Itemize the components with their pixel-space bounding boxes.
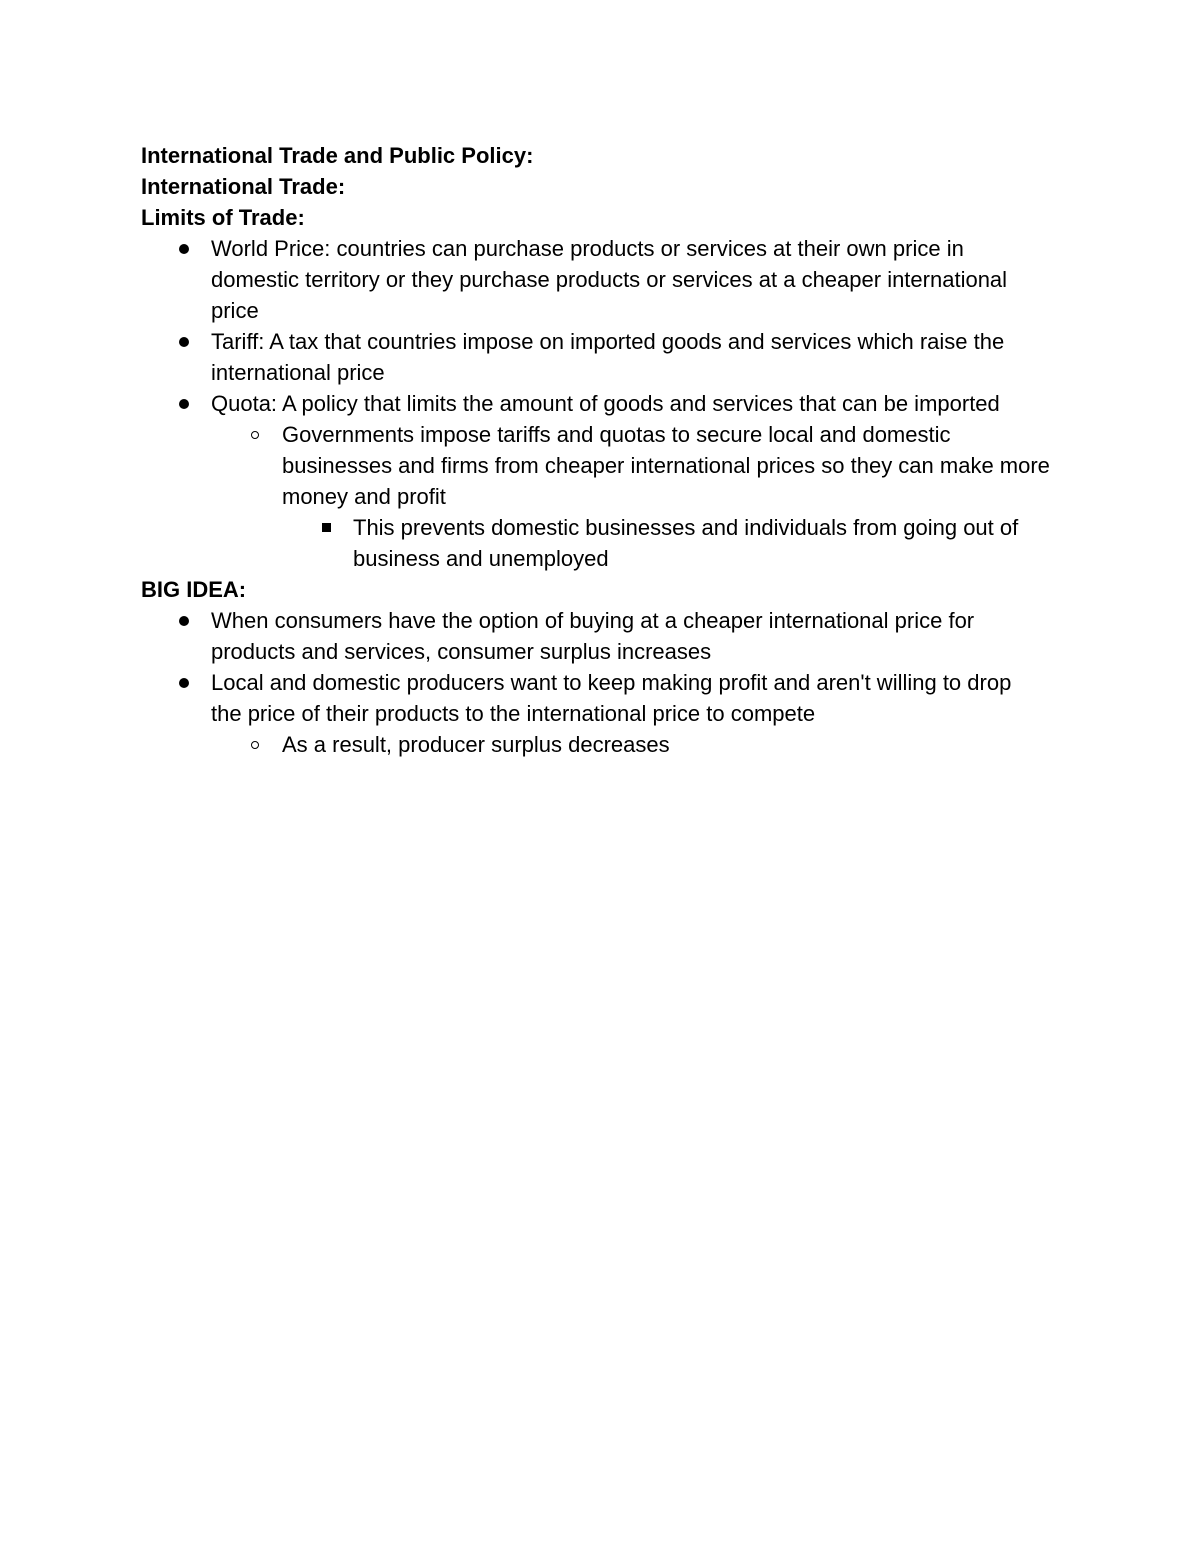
hollow-circle-bullet-icon — [245, 419, 265, 450]
list-item-text: When consumers have the option of buying at a cheaper international price for products and services, consumer surplus increases — [211, 608, 975, 664]
square-bullet-icon — [316, 512, 336, 543]
limits-of-trade-list — [141, 233, 1081, 574]
big-idea-list — [141, 605, 1081, 760]
list-item-text: As a result, producer surplus decreases — [282, 732, 670, 757]
filled-bullet-icon — [174, 605, 194, 636]
document-title: International Trade and Public Policy: — [141, 143, 534, 168]
list-item-consumers — [141, 605, 1081, 667]
list-item-tariff — [141, 326, 1081, 388]
hollow-circle-bullet-icon — [245, 729, 265, 760]
list-item-quota — [141, 388, 1081, 419]
list-item-text: Tariff: A tax that countries impose on imported goods and services which raise the international price — [211, 329, 1005, 385]
filled-bullet-icon — [174, 667, 194, 698]
list-item-text: Quota: A policy that limits the amount of goods and services that can be imported — [211, 391, 1000, 416]
document-body — [141, 140, 1081, 760]
section-heading-international-trade: International Trade: — [141, 174, 346, 199]
list-item-text: Local and domestic producers want to keep making profit and aren't willing to drop the price of their products to the international price to compete — [211, 670, 1012, 726]
list-item-text: This prevents domestic businesses and individuals from going out of business and unemployed — [353, 515, 1019, 571]
filled-bullet-icon — [174, 233, 194, 264]
list-item-world-price — [141, 233, 1081, 326]
sub-list-item-governments — [141, 419, 1081, 512]
section-heading-big-idea: BIG IDEA: — [141, 577, 247, 602]
filled-bullet-icon — [174, 388, 194, 419]
sub-sub-list-item-prevents — [141, 512, 1081, 574]
list-item-text: World Price: countries can purchase products or services at their own price in domestic territory or they purchase products or services at a cheaper international price — [211, 236, 1008, 323]
list-item-producers — [141, 667, 1081, 729]
filled-bullet-icon — [174, 326, 194, 357]
list-item-text: Governments impose tariffs and quotas to secure local and domestic businesses and firms from cheaper international prices so they can make more money and profit — [282, 422, 1050, 509]
section-heading-limits-of-trade: Limits of Trade: — [141, 205, 305, 230]
sub-list-item-result — [141, 729, 1081, 760]
